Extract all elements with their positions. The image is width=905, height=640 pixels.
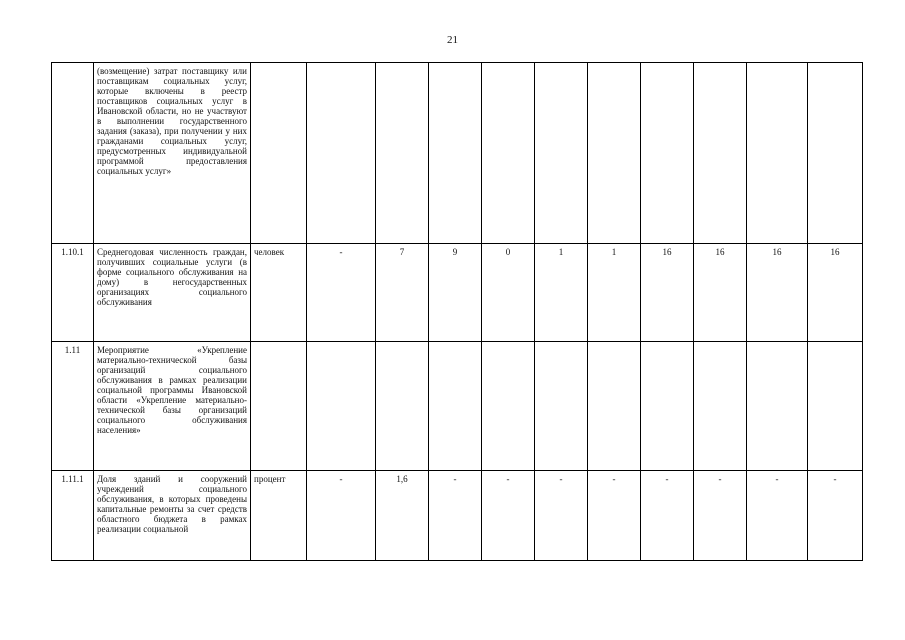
table-row (52, 342, 863, 471)
value-cell: 1,6 (376, 471, 429, 561)
indicator-name-cell: Мероприятие «Укрепление материально-технической базы организаций социального обслуживания в рамках реализации социальной программы Ивановской области «Укрепление материально-технической базы организаций социального обслуживания населения» (94, 342, 251, 471)
value-cell (535, 63, 588, 244)
value-cell (482, 63, 535, 244)
value-cell: 9 (429, 244, 482, 342)
value-cell: - (307, 244, 376, 342)
value-cell: - (307, 471, 376, 561)
value-cell (482, 342, 535, 471)
value-cell (588, 342, 641, 471)
value-cell: 16 (808, 244, 863, 342)
value-cell: - (588, 471, 641, 561)
value-cell: - (808, 471, 863, 561)
value-cell: - (641, 471, 694, 561)
unit-cell (251, 63, 307, 244)
value-cell: - (535, 471, 588, 561)
value-cell (694, 63, 747, 244)
value-cell: 16 (694, 244, 747, 342)
row-number-cell: 1.10.1 (52, 244, 94, 342)
value-cell (694, 342, 747, 471)
value-cell (747, 63, 808, 244)
table-row (52, 471, 863, 561)
value-cell (376, 63, 429, 244)
indicators-table (51, 62, 863, 561)
value-cell (429, 342, 482, 471)
value-cell (808, 342, 863, 471)
value-cell: - (694, 471, 747, 561)
value-cell (641, 63, 694, 244)
indicator-name-cell: (возмещение) затрат поставщику или поставщикам социальных услуг, которые включены в реестр поставщиков социальных услуг в Ивановской области, но не участвуют в выполнении государственного задания (заказа), при получении у них гражданами социальных услуг, предусмотренных индивидуальной программой предоставления социальных услуг» (94, 63, 251, 244)
value-cell: - (482, 471, 535, 561)
row-number-cell: 1.11.1 (52, 471, 94, 561)
row-number-cell: 1.11 (52, 342, 94, 471)
unit-cell: человек (251, 244, 307, 342)
page-number: 21 (447, 34, 458, 46)
value-cell: - (747, 471, 808, 561)
value-cell (429, 63, 482, 244)
row-number-cell (52, 63, 94, 244)
value-cell (747, 342, 808, 471)
unit-cell: процент (251, 471, 307, 561)
value-cell (376, 342, 429, 471)
indicator-name-cell: Доля зданий и сооружений учреждений социального обслуживания, в которых проведены капитальные ремонты за счет средств областного бюджета в рамках реализации социальной (94, 471, 251, 561)
value-cell (808, 63, 863, 244)
value-cell: 16 (641, 244, 694, 342)
value-cell (588, 63, 641, 244)
value-cell: - (429, 471, 482, 561)
value-cell (307, 342, 376, 471)
value-cell (307, 63, 376, 244)
value-cell: 7 (376, 244, 429, 342)
value-cell: 16 (747, 244, 808, 342)
table-row (52, 244, 863, 342)
value-cell (641, 342, 694, 471)
value-cell (535, 342, 588, 471)
value-cell: 0 (482, 244, 535, 342)
value-cell: 1 (535, 244, 588, 342)
value-cell: 1 (588, 244, 641, 342)
unit-cell (251, 342, 307, 471)
table-row (52, 63, 863, 244)
indicator-name-cell: Среднегодовая численность граждан, получивших социальные услуги (в форме социального обслуживания на дому) в негосударственных организациях социального обслуживания (94, 244, 251, 342)
